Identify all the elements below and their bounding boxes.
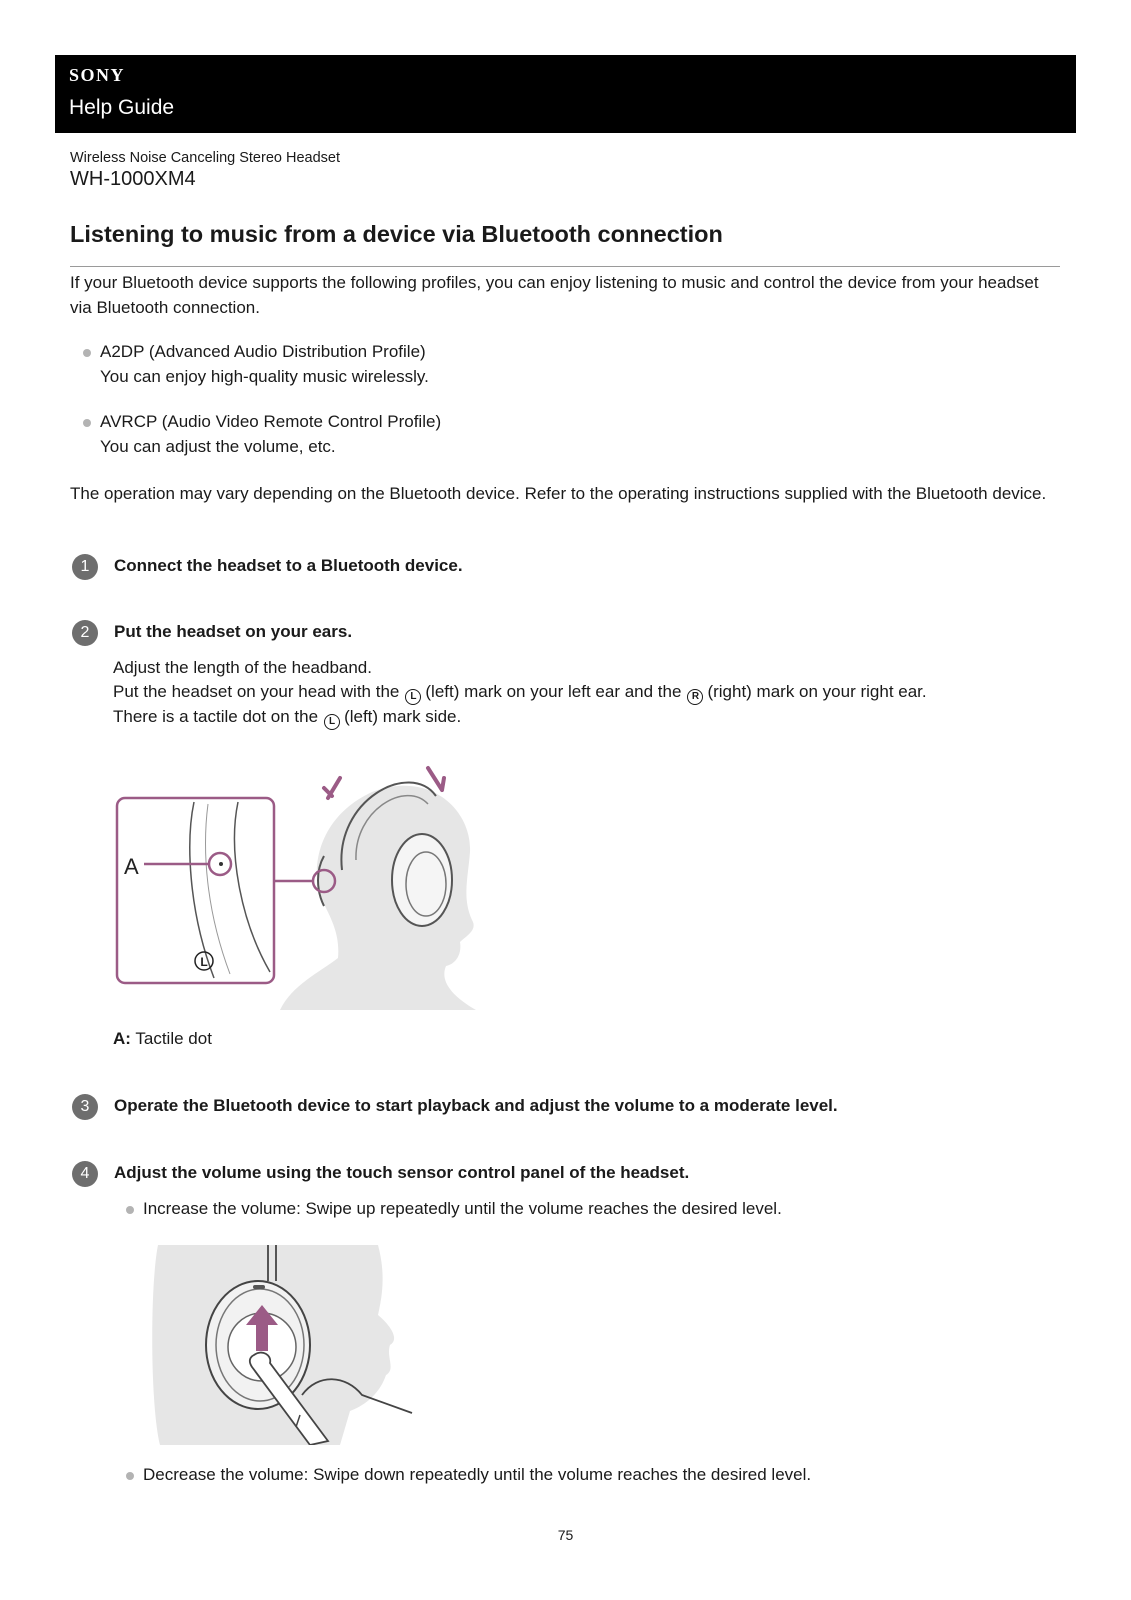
product-subtitle: Wireless Noise Canceling Stereo Headset — [70, 150, 340, 166]
profile-item-a2dp — [100, 340, 429, 389]
profile-item-avrcp — [100, 410, 441, 459]
step-number-badge: 4 — [72, 1161, 98, 1187]
page-title: Listening to music from a device via Bluetooth connection — [70, 221, 723, 247]
profile-name: AVRCP (Audio Video Remote Control Profile) — [100, 412, 442, 431]
headset-on-head-illustration — [110, 760, 490, 1010]
left-mark-icon: L — [405, 689, 421, 705]
product-model: WH-1000XM4 — [70, 168, 196, 190]
right-mark-icon: R — [687, 689, 703, 705]
title-divider — [70, 266, 1060, 267]
text-fragment: (left) mark on your left ear and the — [425, 682, 682, 701]
label-a: A — [124, 854, 139, 879]
decrease-volume-item: Decrease the volume: Swipe down repeatedly until the volume reaches the desired level. — [143, 1465, 812, 1484]
caption-text: Tactile dot — [135, 1029, 212, 1048]
profile-description: You can adjust the volume, etc. — [100, 436, 336, 456]
step-2-ear-marks-text — [113, 680, 927, 705]
left-mark-icon: L — [324, 714, 340, 730]
adjust-right-arrow-icon — [428, 768, 444, 790]
increase-volume-item: Increase the volume: Swipe up repeatedly until the volume reaches the desired level. — [143, 1199, 782, 1218]
zoom-callout-box — [117, 798, 274, 983]
figure-caption — [113, 1029, 212, 1049]
adjust-left-arrow-icon — [324, 778, 340, 798]
step-number-badge: 2 — [72, 620, 98, 646]
step-number-badge: 1 — [72, 554, 98, 580]
help-guide-title: Help Guide — [69, 96, 175, 119]
text-fragment: There is a tactile dot on the — [113, 707, 319, 726]
profile-name: A2DP (Advanced Audio Distribution Profile) — [100, 342, 426, 361]
step-title: Connect the headset to a Bluetooth device. — [114, 556, 463, 575]
intro-paragraph: If your Bluetooth device supports the following profiles, you can enjoy listening to music and control the device from your headset via Bluetooth connection. — [70, 273, 1039, 317]
page-number: 75 — [557, 1527, 574, 1543]
step-number-badge: 3 — [72, 1094, 98, 1120]
text-fragment: (left) mark side. — [344, 707, 462, 726]
caption-key: A: — [113, 1029, 131, 1048]
step-title: Operate the Bluetooth device to start playback and adjust the volume to a moderate level. — [114, 1096, 838, 1115]
left-mark-letter: L — [200, 955, 208, 969]
help-guide-header — [55, 55, 1076, 133]
tactile-dot — [219, 862, 223, 866]
text-fragment: Put the headset on your head with the — [113, 682, 400, 701]
operation-note: The operation may vary depending on the Bluetooth device. Refer to the operating instructions supplied with the Bluetooth device. — [70, 484, 1047, 503]
text-fragment: (right) mark on your right ear. — [707, 682, 927, 701]
sony-logo: SONY — [69, 65, 126, 85]
step-2-tactile-dot-text — [113, 705, 461, 730]
step-title: Put the headset on your ears. — [114, 622, 353, 641]
step-2-headband-text: Adjust the length of the headband. — [113, 658, 372, 677]
profile-description: You can enjoy high-quality music wirelessly. — [100, 366, 429, 386]
sensor-indicator — [253, 1285, 265, 1289]
swipe-up-illustration — [150, 1245, 425, 1445]
step-title: Adjust the volume using the touch sensor control panel of the headset. — [114, 1163, 690, 1182]
right-earcup — [392, 834, 452, 926]
